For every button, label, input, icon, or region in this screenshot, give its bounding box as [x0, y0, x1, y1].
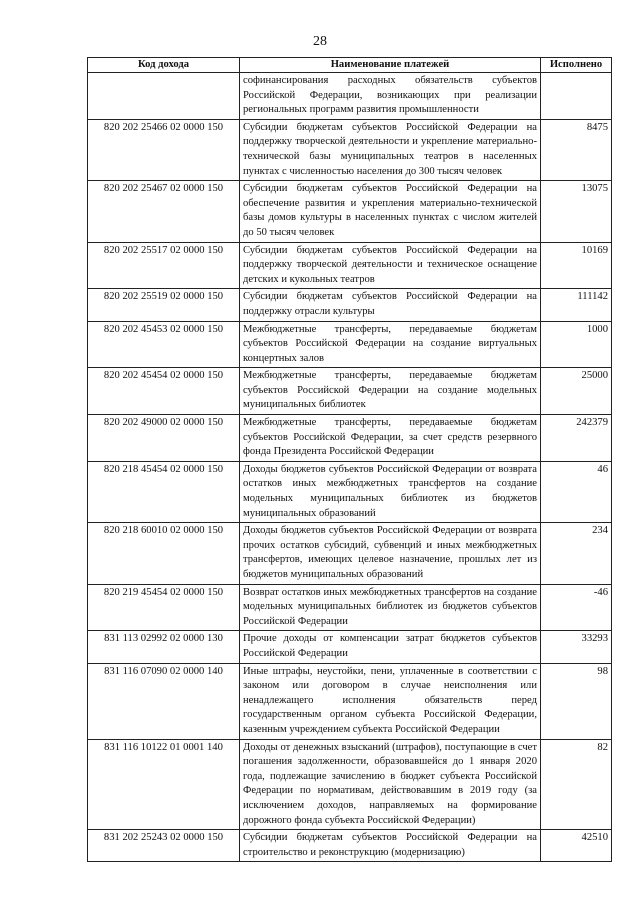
row-name: Субсидии бюджетам субъектов Российской Федерации на обеспечение развития и укрепления материально-технической базы домов культуры в населенных пунктах с числом жителей до 50 тысяч человек [240, 181, 541, 242]
row-name: Доходы бюджетов субъектов Российской Федерации от возврата прочих остатков субсидий, субвенций и иных межбюджетных трансфертов, имеющих целевое назначение, прошлых лет из бюджетов муниципальных образований [240, 523, 541, 584]
row-name: Субсидии бюджетам субъектов Российской Федерации на поддержку отрасли культуры [240, 289, 541, 321]
table-row [88, 321, 612, 368]
row-code: 820 202 25466 02 0000 150 [88, 119, 240, 180]
table-row [88, 73, 612, 120]
row-name: Межбюджетные трансферты, передаваемые бюджетам субъектов Российской Федерации, за счет средств резервного фонда Президента Российской Федерации [240, 415, 541, 462]
row-name: Прочие доходы от компенсации затрат бюджетов субъектов Российской Федерации [240, 631, 541, 663]
row-name: Иные штрафы, неустойки, пени, уплаченные в соответствии с законом или договором в случае неисполнения или ненадлежащего исполнения обязательств перед государственным органом субъекта Российской Федерации, казенным учреждением субъекта Российской Федерации [240, 663, 541, 739]
row-name: Субсидии бюджетам субъектов Российской Федерации на поддержку творческой деятельности и техническое оснащение детских и кукольных театров [240, 242, 541, 289]
row-amount: 33293 [541, 631, 612, 663]
row-amount: 42510 [541, 830, 612, 862]
row-amount [541, 73, 612, 120]
row-amount: 1000 [541, 321, 612, 368]
table-row [88, 368, 612, 415]
row-code: 820 219 45454 02 0000 150 [88, 584, 240, 631]
table-row [88, 289, 612, 321]
row-amount: 46 [541, 461, 612, 522]
row-code: 831 116 10122 01 0001 140 [88, 739, 240, 830]
row-amount: 111142 [541, 289, 612, 321]
row-code: 820 202 25517 02 0000 150 [88, 242, 240, 289]
table-row [88, 415, 612, 462]
row-name: Межбюджетные трансферты, передаваемые бюджетам субъектов Российской Федерации на создание модельных муниципальных библиотек [240, 368, 541, 415]
table-row [88, 119, 612, 180]
row-amount: -46 [541, 584, 612, 631]
row-code: 831 116 07090 02 0000 140 [88, 663, 240, 739]
table-row [88, 739, 612, 830]
row-code: 820 218 45454 02 0000 150 [88, 461, 240, 522]
row-name: Доходы от денежных взысканий (штрафов), поступающие в счет погашения задолженности, образовавшейся до 1 января 2020 года, подлежащие зачислению в бюджет субъекта Российской Федерации по нормативам, действовавшим в 2019 году (за исключением доходов, направляемых на формирование дорожного фонда субъекта Российской Федерации) [240, 739, 541, 830]
header-name: Наименование платежей [240, 58, 541, 73]
row-code [88, 73, 240, 120]
row-code: 820 202 49000 02 0000 150 [88, 415, 240, 462]
row-name: Субсидии бюджетам субъектов Российской Федерации на строительство и реконструкцию (модернизацию) [240, 830, 541, 862]
table-row [88, 631, 612, 663]
page-number: 28 [313, 34, 327, 49]
table-row [88, 461, 612, 522]
row-amount: 242379 [541, 415, 612, 462]
row-name: Возврат остатков иных межбюджетных трансфертов на создание модельных муниципальных библиотек из бюджетов субъектов Российской Федерации [240, 584, 541, 631]
table-row [88, 663, 612, 739]
row-amount: 98 [541, 663, 612, 739]
row-code: 820 218 60010 02 0000 150 [88, 523, 240, 584]
table-row [88, 523, 612, 584]
row-amount: 25000 [541, 368, 612, 415]
row-code: 820 202 25519 02 0000 150 [88, 289, 240, 321]
row-code: 820 202 45453 02 0000 150 [88, 321, 240, 368]
table-row [88, 584, 612, 631]
table-row [88, 830, 612, 862]
row-name: Доходы бюджетов субъектов Российской Федерации от возврата остатков иных межбюджетных трансфертов на создание модельных муниципальных библиотек из бюджетов муниципальных образований [240, 461, 541, 522]
row-code: 831 113 02992 02 0000 130 [88, 631, 240, 663]
row-amount: 8475 [541, 119, 612, 180]
table-header-row [88, 58, 612, 73]
row-amount: 82 [541, 739, 612, 830]
table-row [88, 181, 612, 242]
row-amount: 13075 [541, 181, 612, 242]
row-name: софинансирования расходных обязательств субъектов Российской Федерации, возникающих при реализации региональных программ развития промышленности [240, 73, 541, 120]
row-code: 820 202 25467 02 0000 150 [88, 181, 240, 242]
row-name: Субсидии бюджетам субъектов Российской Федерации на поддержку творческой деятельности и укрепление материально-технической базы муниципальных театров в населенных пунктах с численностью населения до 300 тысяч человек [240, 119, 541, 180]
row-code: 820 202 45454 02 0000 150 [88, 368, 240, 415]
row-code: 831 202 25243 02 0000 150 [88, 830, 240, 862]
header-amount: Исполнено [541, 58, 612, 73]
table-row [88, 242, 612, 289]
revenue-table [87, 57, 612, 862]
row-amount: 10169 [541, 242, 612, 289]
header-code: Код дохода [88, 58, 240, 73]
row-amount: 234 [541, 523, 612, 584]
row-name: Межбюджетные трансферты, передаваемые бюджетам субъектов Российской Федерации на создание виртуальных концертных залов [240, 321, 541, 368]
